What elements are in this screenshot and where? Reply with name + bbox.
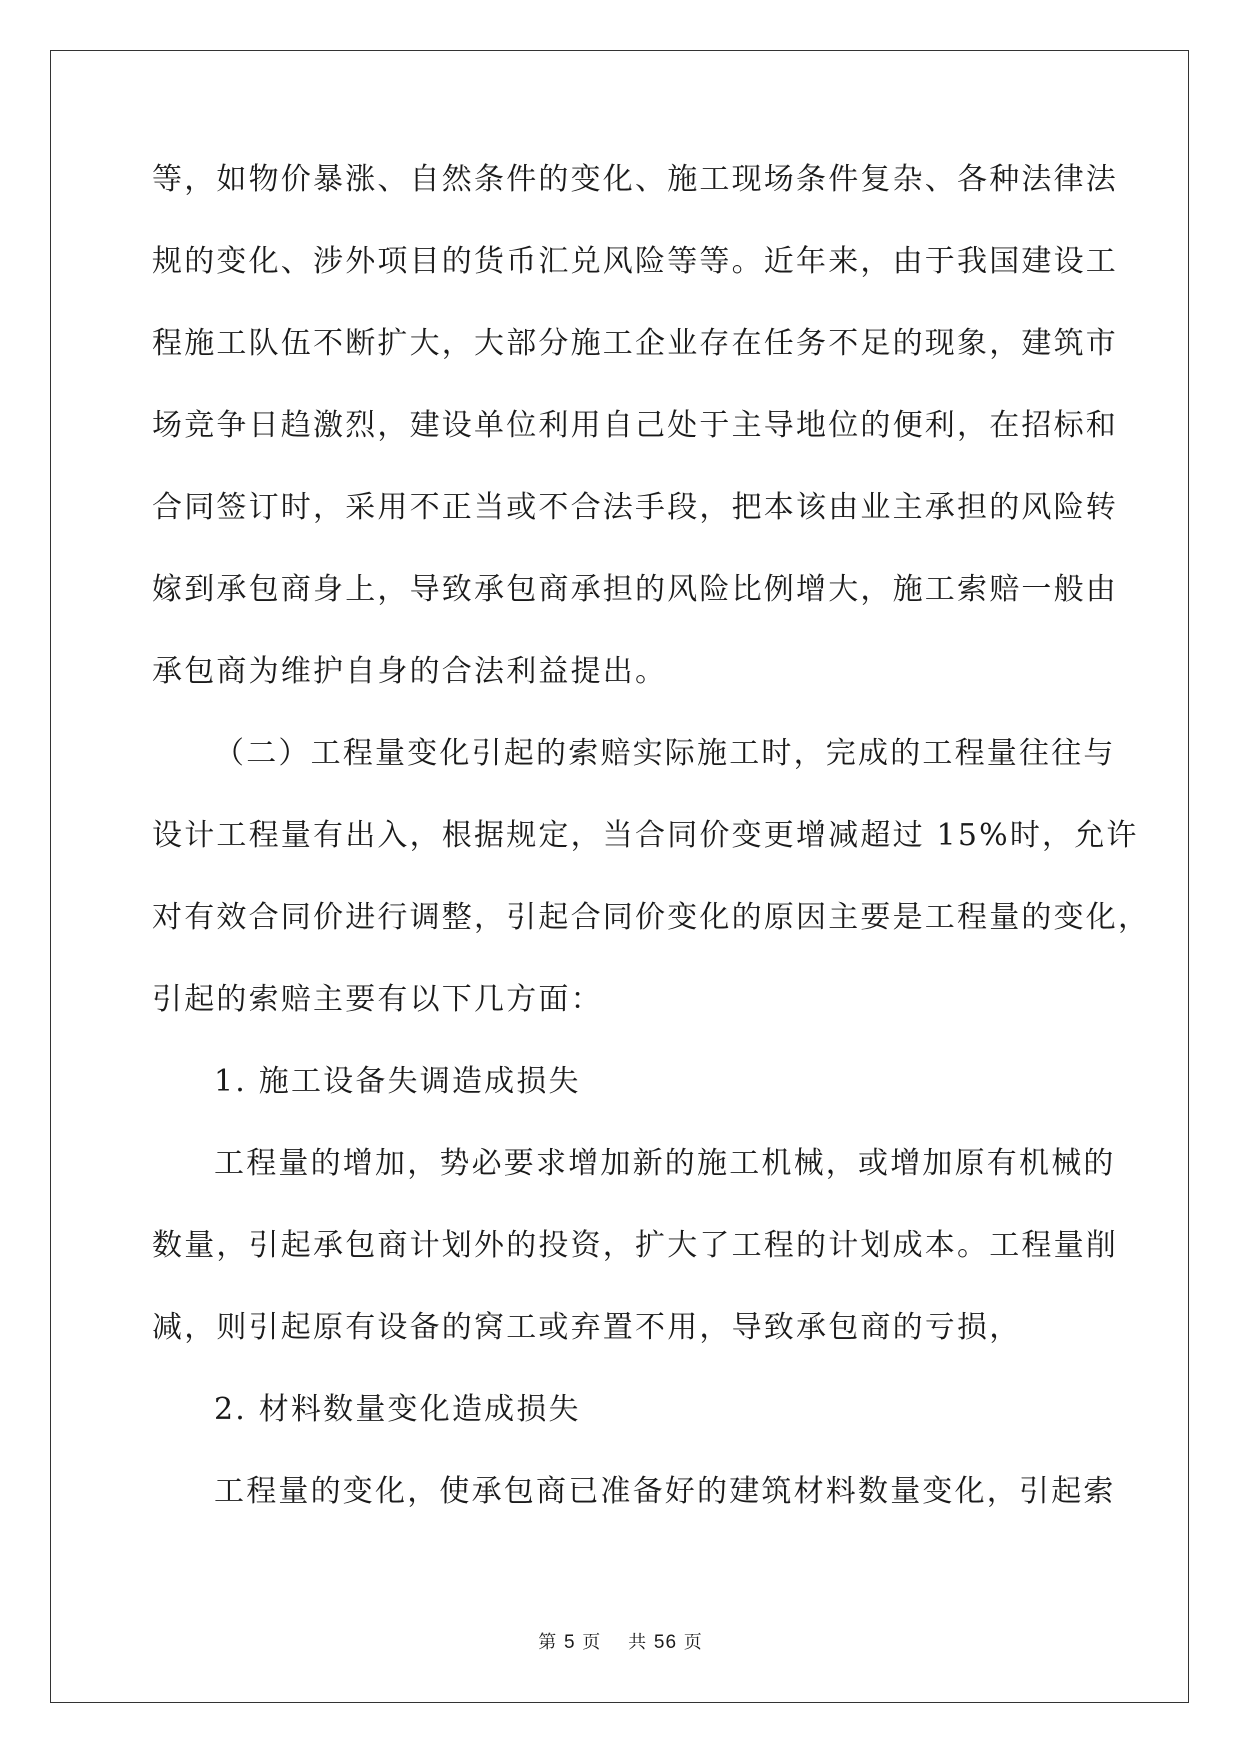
body-text-line: 工程量的增加，势必要求增加新的施工机械，或增加原有机械的 [214,1146,1116,1181]
body-text-line: 等，如物价暴涨、自然条件的变化、施工现场条件复杂、各种法律法 [152,162,1118,197]
page-footer [0,1628,1241,1654]
footer-prefix: 第 [538,1632,558,1653]
section-heading: 2. 材料数量变化造成损失 [214,1392,581,1427]
body-text-line: 规的变化、涉外项目的货币汇兑风险等等。近年来，由于我国建设工 [152,244,1118,279]
footer-total-unit: 页 [683,1632,703,1653]
footer-total-prefix: 共 [628,1632,648,1653]
body-text-line: 工程量的变化，使承包商已准备好的建筑材料数量变化，引起索 [214,1474,1116,1509]
body-text-line: 嫁到承包商身上，导致承包商承担的风险比例增大，施工索赔一般由 [152,572,1118,607]
body-text-line: （二）工程量变化引起的索赔实际施工时，完成的工程量往往与 [214,736,1116,771]
footer-page-unit: 页 [582,1632,602,1653]
body-text-line: 对有效合同价进行调整，引起合同价变化的原因主要是工程量的变化， [152,900,1151,935]
total-pages: 56 [653,1632,678,1653]
body-text-line: 承包商为维护自身的合法利益提出。 [152,654,668,689]
body-text-line: 设计工程量有出入，根据规定，当合同价变更增减超过 15%时，允许 [152,818,1139,853]
body-text-line: 数量，引起承包商计划外的投资，扩大了工程的计划成本。工程量削 [152,1228,1118,1263]
body-text-line: 减，则引起原有设备的窝工或弃置不用，导致承包商的亏损， [152,1310,1022,1345]
body-text-line: 场竞争日趋激烈，建设单位利用自己处于主导地位的便利，在招标和 [152,408,1118,443]
body-text-line: 引起的索赔主要有以下几方面： [152,982,603,1017]
section-heading: 1. 施工设备失调造成损失 [214,1064,581,1099]
body-text-line: 合同签订时，采用不正当或不合法手段，把本该由业主承担的风险转 [152,490,1118,525]
page-number: 5 [563,1632,576,1653]
page-border [50,50,1189,1703]
body-text-line: 程施工队伍不断扩大，大部分施工企业存在任务不足的现象，建筑市 [152,326,1118,361]
